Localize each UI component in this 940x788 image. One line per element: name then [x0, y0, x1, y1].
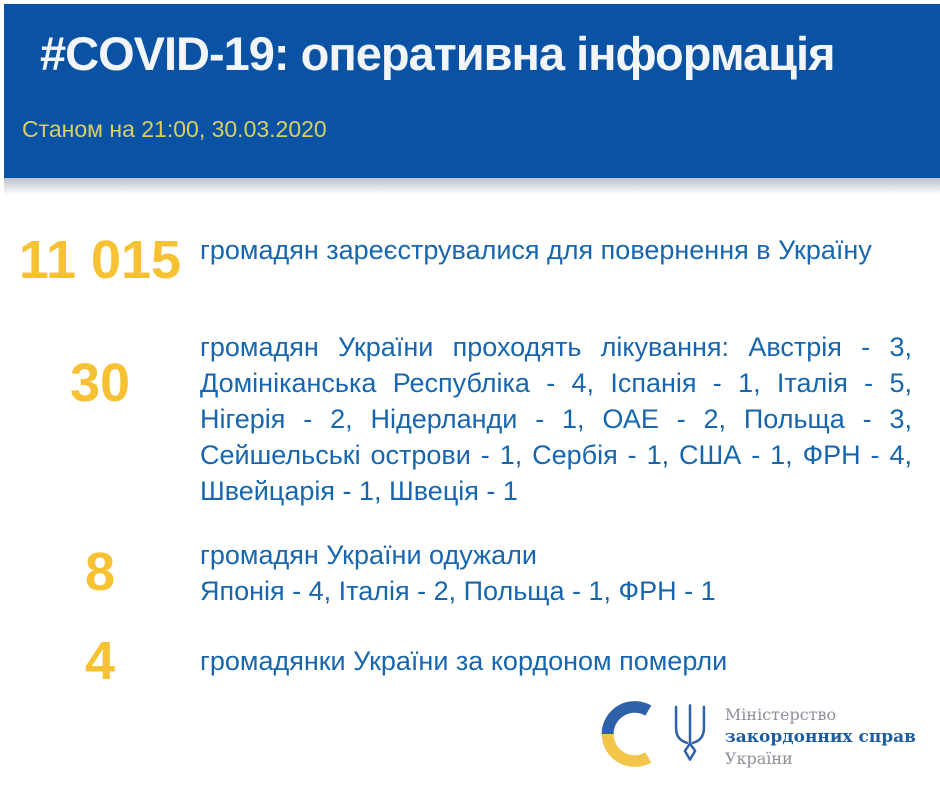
stat-text-recovered-line1: громадян України одужали	[200, 539, 537, 570]
stat-value-registered: 11 015	[18, 230, 182, 290]
timestamp: Станом на 21:00, 30.03.2020	[22, 116, 327, 142]
page-title: #COVID-19: оперативна інформація	[40, 27, 835, 80]
mfa-logo-text	[725, 704, 916, 770]
stat-row-treatment	[0, 329, 940, 509]
mfa-logo-line3: України	[724, 748, 793, 768]
stat-value-treatment: 30	[69, 352, 131, 413]
mfa-logo-line2: закордонних справ	[724, 726, 916, 747]
stat-row-recovered	[0, 537, 940, 609]
stat-text-registered: громадян зареєструвалися для повернення в Україну	[200, 235, 872, 265]
stat-value-recovered: 8	[84, 542, 116, 603]
crescent-flag-icon	[598, 695, 655, 778]
stat-row-deaths	[0, 630, 940, 691]
stats-list	[0, 232, 940, 689]
banner-shadow	[4, 178, 940, 195]
stat-value-deaths: 4	[84, 630, 116, 691]
mfa-logo-line1: Міністерство	[724, 704, 837, 724]
stat-text-recovered	[200, 537, 940, 609]
mfa-logo	[598, 695, 916, 778]
header-banner	[4, 4, 940, 178]
stat-row-registered	[0, 232, 940, 289]
trident-icon	[668, 703, 712, 770]
stat-text-treatment: громадян України проходять лікування: Австрія - 3, Домініканська Республіка - 4, Іспанія - 1, Італія - 5, Нігерія - 2, Нідерланди - 1, ОАЕ - 2, Польща - 3, Сейшельські острови - 1, Сербія - 1, США - 1, ФРН - 4, Швейцарія - 1, Швеція - 1	[200, 331, 912, 506]
stat-text-recovered-line2: Японія - 4, Італія - 2, Польща - 1, ФРН - 1	[200, 575, 716, 606]
stat-text-deaths: громадянки України за кордоном померли	[200, 646, 728, 677]
